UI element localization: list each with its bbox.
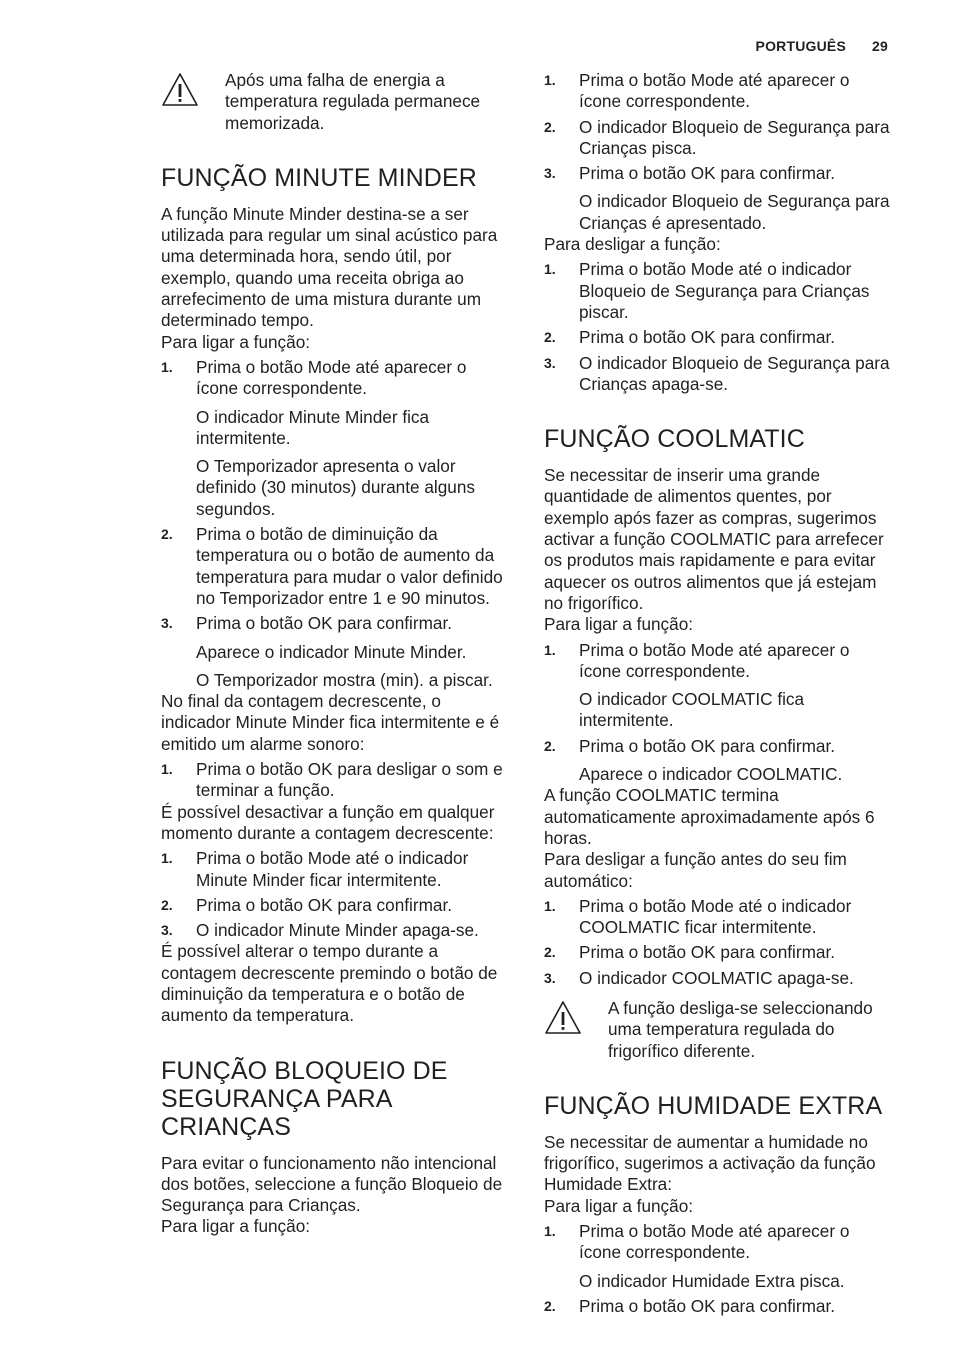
step-number: 3. xyxy=(544,165,556,182)
step-result: O indicador COOLMATIC fica intermitente. xyxy=(579,689,805,731)
step-result: O indicador Humidade Extra pisca. xyxy=(579,1270,845,1291)
step-number: 1. xyxy=(544,261,556,278)
step-item xyxy=(544,942,896,963)
page-header xyxy=(756,38,888,54)
page-number: 29 xyxy=(872,38,888,54)
paragraph: Para ligar a função: xyxy=(161,1216,311,1237)
left-column xyxy=(161,70,513,1238)
title-line: FUNÇÃO BLOQUEIO DE xyxy=(161,1056,448,1085)
step-number: 1. xyxy=(161,358,173,375)
title-line: SEGURANÇA PARA CRIANÇAS xyxy=(161,1084,392,1141)
step-text: Prima o botão OK para confirmar. xyxy=(579,327,836,348)
paragraph: No final da contagem decrescente, o indicador Minute Minder fica intermitente e é emitido um alarme sonoro: xyxy=(161,691,500,754)
paragraph: Para desligar a função: xyxy=(544,234,721,255)
paragraph: A função COOLMATIC termina automaticamente aproximadamente após 6 horas. xyxy=(544,785,875,848)
step-item xyxy=(544,117,896,160)
step-number: 1. xyxy=(544,1223,556,1240)
step-item xyxy=(544,736,896,757)
step-text: Prima o botão Mode até aparecer o ícone correspondente. xyxy=(196,356,467,399)
step-item xyxy=(544,259,896,323)
step-item xyxy=(161,613,513,634)
step-number: 2. xyxy=(161,526,173,543)
step-text: O indicador Bloqueio de Segurança para Crianças apaga-se. xyxy=(579,352,890,394)
step-item xyxy=(544,163,896,184)
paragraph: Para ligar a função: xyxy=(544,1195,694,1216)
step-item xyxy=(161,524,513,609)
step-text: O indicador Bloqueio de Segurança para Crianças pisca. xyxy=(579,116,890,158)
paragraph: Se necessitar de aumentar a humidade no frigorífico, sugerimos a activação da função Humidade Extra: xyxy=(544,1131,876,1195)
header-language: PORTUGUÊS xyxy=(755,38,847,54)
step-item xyxy=(161,920,513,941)
paragraph: Para desligar a função antes do seu fim automático: xyxy=(544,849,847,891)
step-item xyxy=(544,70,896,113)
step-item xyxy=(544,353,896,396)
step-result: O Temporizador mostra (min). a piscar. xyxy=(196,669,493,690)
step-text: Prima o botão OK para confirmar. xyxy=(579,1295,836,1316)
step-text: Prima o botão Mode até aparecer o ícone correspondente. xyxy=(579,70,850,112)
step-item xyxy=(161,895,513,916)
step-number: 2. xyxy=(544,944,556,961)
step-text: Prima o botão OK para desligar o som e terminar a função. xyxy=(196,759,503,801)
paragraph: É possível desactivar a função em qualquer momento durante a contagem decrescente: xyxy=(161,801,495,843)
step-item xyxy=(544,1221,896,1264)
step-number: 1. xyxy=(161,761,173,778)
step-number: 3. xyxy=(161,615,173,632)
warning-icon xyxy=(544,1000,582,1036)
step-text: Prima o botão OK para confirmar. xyxy=(579,735,836,756)
step-result: O indicador Bloqueio de Segurança para Crianças é apresentado. xyxy=(579,191,890,233)
section-title-coolmatic: FUNÇÃO COOLMATIC xyxy=(544,425,805,454)
section-title-minute-minder: FUNÇÃO MINUTE MINDER xyxy=(161,163,477,192)
paragraph: É possível alterar o tempo durante a contagem decrescente premindo o botão de diminuição da temperatura e o botão de aumento da temperatura. xyxy=(161,941,498,1026)
step-text: Prima o botão OK para confirmar. xyxy=(196,613,453,634)
section-title-child-lock xyxy=(161,1057,513,1141)
step-text: Prima o botão OK para confirmar. xyxy=(579,163,836,184)
warning-note-power xyxy=(161,70,513,134)
step-number: 3. xyxy=(161,922,173,939)
step-number: 2. xyxy=(544,118,556,135)
warning-text: Após uma falha de energia a temperatura regulada permanece memorizada. xyxy=(225,70,481,133)
step-result: O Temporizador apresenta o valor definido (30 minutos) durante alguns segundos. xyxy=(196,456,475,519)
paragraph: Se necessitar de inserir uma grande quantidade de alimentos quentes, por exemplo após fazer as compras, sugerimos activar a função COOLMATIC para arrefecer os produtos mais rapidamente e para evitar aquecer os outros alimentos que já estejam no frigorífico. xyxy=(544,465,884,613)
warning-note-coolmatic xyxy=(544,998,896,1062)
step-item xyxy=(544,896,896,939)
step-text: Prima o botão Mode até aparecer o ícone correspondente. xyxy=(579,1221,850,1263)
step-result: Aparece o indicador Minute Minder. xyxy=(196,641,467,662)
paragraph: Para ligar a função: xyxy=(161,331,311,352)
step-number: 2. xyxy=(544,1297,556,1314)
step-result: O indicador Minute Minder fica intermitente. xyxy=(196,406,430,448)
step-number: 1. xyxy=(161,850,173,867)
step-item xyxy=(161,848,513,891)
step-text: Prima o botão Mode até o indicador Minute Minder ficar intermitente. xyxy=(196,848,469,890)
step-text: O indicador COOLMATIC apaga-se. xyxy=(579,967,854,988)
step-number: 1. xyxy=(544,72,556,88)
step-number: 1. xyxy=(544,897,556,914)
step-item xyxy=(161,357,513,400)
step-text: Prima o botão OK para confirmar. xyxy=(579,942,836,963)
section-title-humidity: FUNÇÃO HUMIDADE EXTRA xyxy=(544,1091,883,1120)
step-item xyxy=(161,759,513,802)
paragraph: Para evitar o funcionamento não intencional dos botões, seleccione a função Bloqueio de Segurança para Crianças. xyxy=(161,1152,503,1216)
step-text: Prima o botão Mode até o indicador Bloqueio de Segurança para Crianças piscar. xyxy=(579,259,870,322)
step-number: 2. xyxy=(544,329,556,346)
step-text: Prima o botão OK para confirmar. xyxy=(196,894,453,915)
step-number: 1. xyxy=(544,641,556,658)
step-item xyxy=(544,327,896,348)
step-result: Aparece o indicador COOLMATIC. xyxy=(579,764,843,785)
right-column xyxy=(544,70,896,1317)
step-text: Prima o botão Mode até aparecer o ícone correspondente. xyxy=(579,639,850,681)
step-number: 3. xyxy=(544,354,556,371)
step-number: 2. xyxy=(544,737,556,754)
step-number: 2. xyxy=(161,896,173,913)
step-number: 3. xyxy=(544,969,556,986)
step-text: Prima o botão Mode até o indicador COOLMATIC ficar intermitente. xyxy=(579,895,852,938)
step-text: Prima o botão de diminuição da temperatura ou o botão de aumento da temperatura para mudar o valor definido no Temporizador entre 1 e 90 minutos. xyxy=(196,524,503,608)
step-item xyxy=(544,640,896,683)
warning-icon xyxy=(161,72,199,108)
paragraph: Para ligar a função: xyxy=(544,614,694,635)
step-text: O indicador Minute Minder apaga-se. xyxy=(196,920,479,941)
paragraph: A função Minute Minder destina-se a ser utilizada para regular um sinal acústico para uma determinada hora, sendo útil, por exemplo, quando uma receita obriga ao arrefecimento de uma mistura durante um determinado tempo. xyxy=(161,203,498,331)
warning-text: A função desliga-se seleccionando uma temperatura regulada do frigorífico diferente. xyxy=(608,997,873,1061)
step-item xyxy=(544,968,896,989)
step-item xyxy=(544,1296,896,1317)
